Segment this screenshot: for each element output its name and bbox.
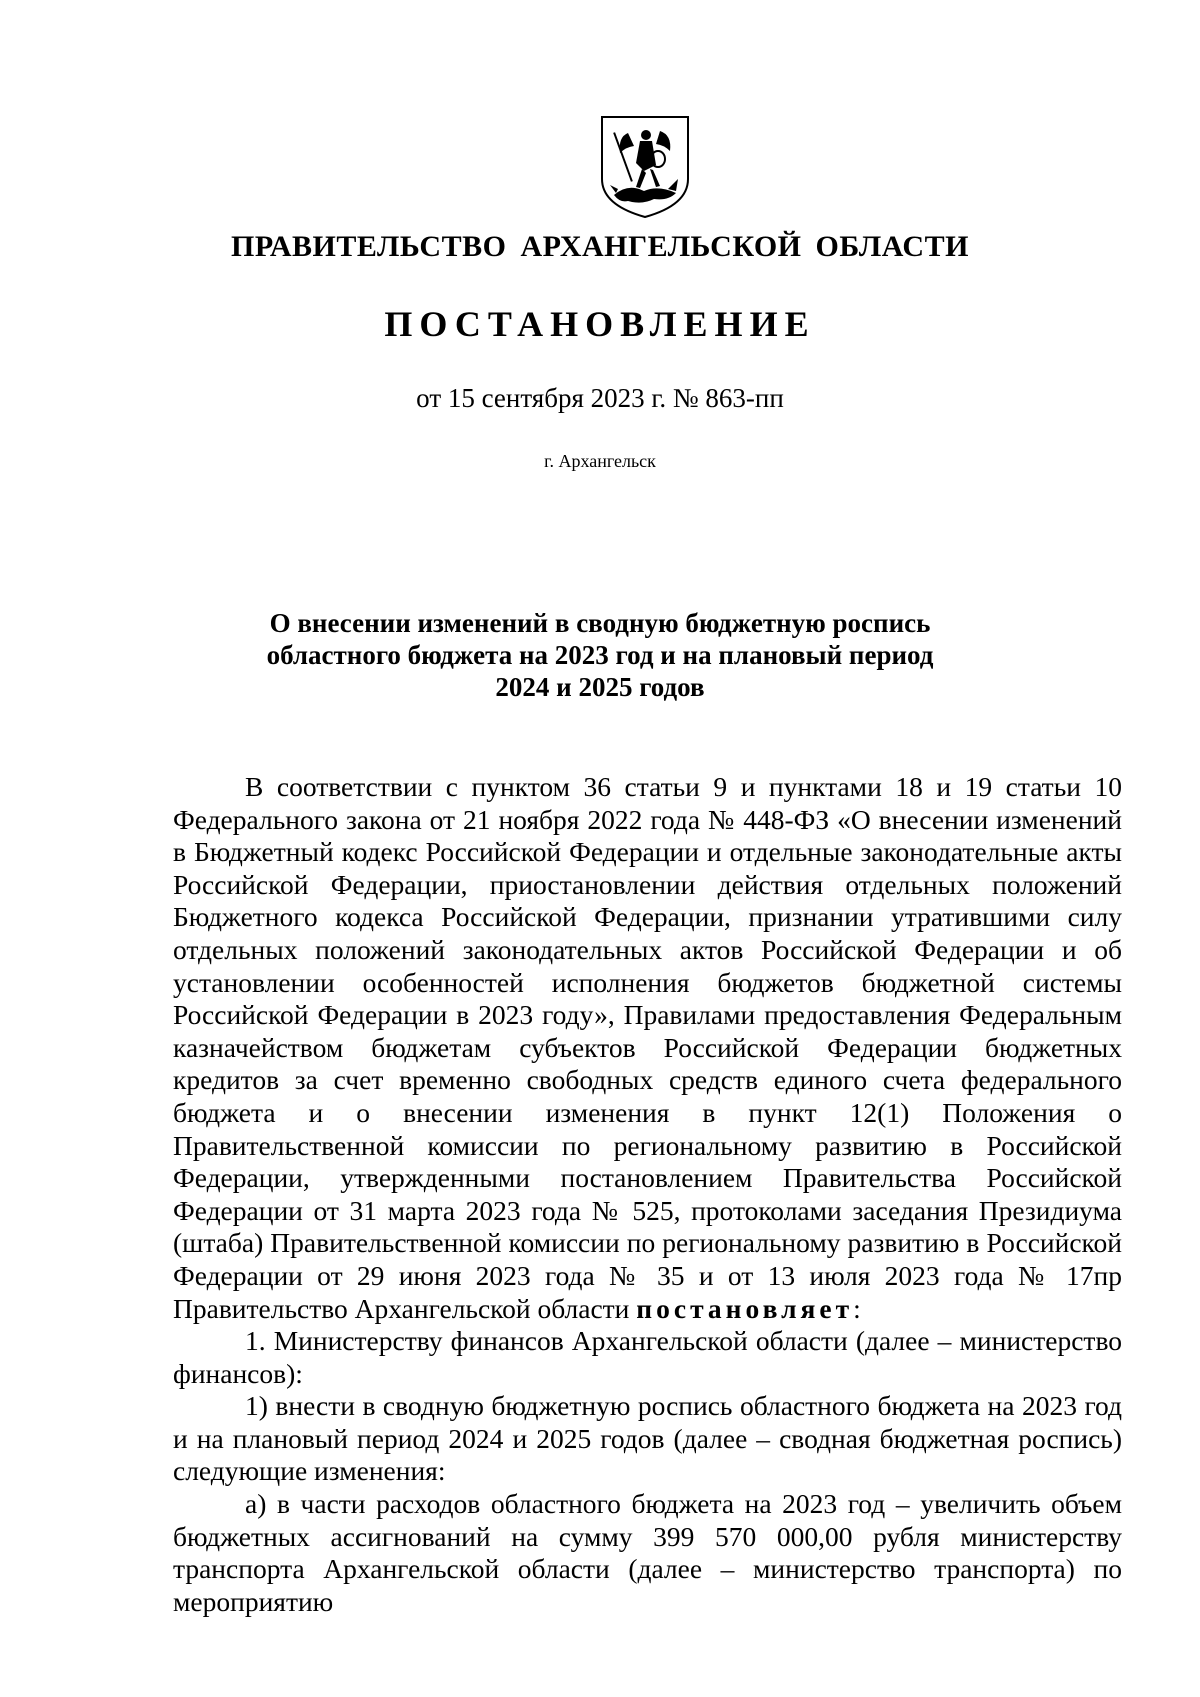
government-name: ПРАВИТЕЛЬСТВО АРХАНГЕЛЬСКОЙ ОБЛАСТИ [231, 230, 969, 263]
document-title-line: 2024 и 2025 годов [495, 672, 705, 702]
document-title [0, 607, 1200, 703]
document-city: г. Архангельск [544, 451, 656, 471]
document-type: ПОСТАНОВЛЕНИЕ [384, 304, 816, 344]
preamble-text: В соответствии с пунктом 36 статьи 9 и пунктами 18 и 19 статьи 10 Федерального закона от 21 ноября 2022 года № 448-ФЗ «О внесении изменений в Бюджетный кодекс Российской Федерации и отдельные законодательные акты Российской Федерации, приостановлении действия отдельных положений Бюджетного кодекса Российской Федерации, признании утратившими силу отдельных положений законодательных актов Российской Федерации и об установлении особенностей исполнения бюджетов бюджетной системы Российской Федерации в 2023 году», Правилами предоставления Федеральным казначейством бюджетам субъектов Российской Федерации бюджетных кредитов за счет временно свободных средств единого счета федерального бюджета и о внесении изменения в пункт 12(1) Положения о Правительственной комиссии по региональному развитию в Российской Федерации, утвержденными постановлением Правительства Российской Федерации от 31 марта 2023 года № 525, протоколами заседания Президиума (штаба) Правительственной комиссии по региональному развитию в Российской Федерации от 29 июня 2023 года № 35 и от 13 июля 2023 года № 17пр Правительство Архангельской области [173, 771, 1122, 1324]
document-title-line: О внесении изменений в сводную бюджетную роспись [269, 608, 931, 638]
preamble-paragraph [173, 771, 1122, 1325]
item-1-paragraph: 1. Министерству финансов Архангельской области (далее – министерство финансов): [173, 1325, 1122, 1389]
coat-of-arms-icon [598, 113, 692, 221]
document-date-number: от 15 сентября 2023 г. № 863-пп [416, 383, 784, 413]
document-title-line: областного бюджета на 2023 год и на плановый период [266, 640, 934, 670]
item-1-1-a-paragraph: а) в части расходов областного бюджета на 2023 год – увеличить объем бюджетных ассигнований на сумму 399 570 000,00 рубля министерству транспорта Архангельской области (далее – министерство транспорта) по мероприятию [173, 1488, 1122, 1617]
preamble-colon: : [853, 1292, 861, 1324]
item-1-1-paragraph: 1) внести в сводную бюджетную роспись областного бюджета на 2023 год и на плановый период 2024 и 2025 годов (далее – сводная бюджетная роспись) следующие изменения: [173, 1390, 1122, 1487]
document-body [173, 771, 1122, 1618]
resolves-word: постановляет [636, 1292, 854, 1324]
